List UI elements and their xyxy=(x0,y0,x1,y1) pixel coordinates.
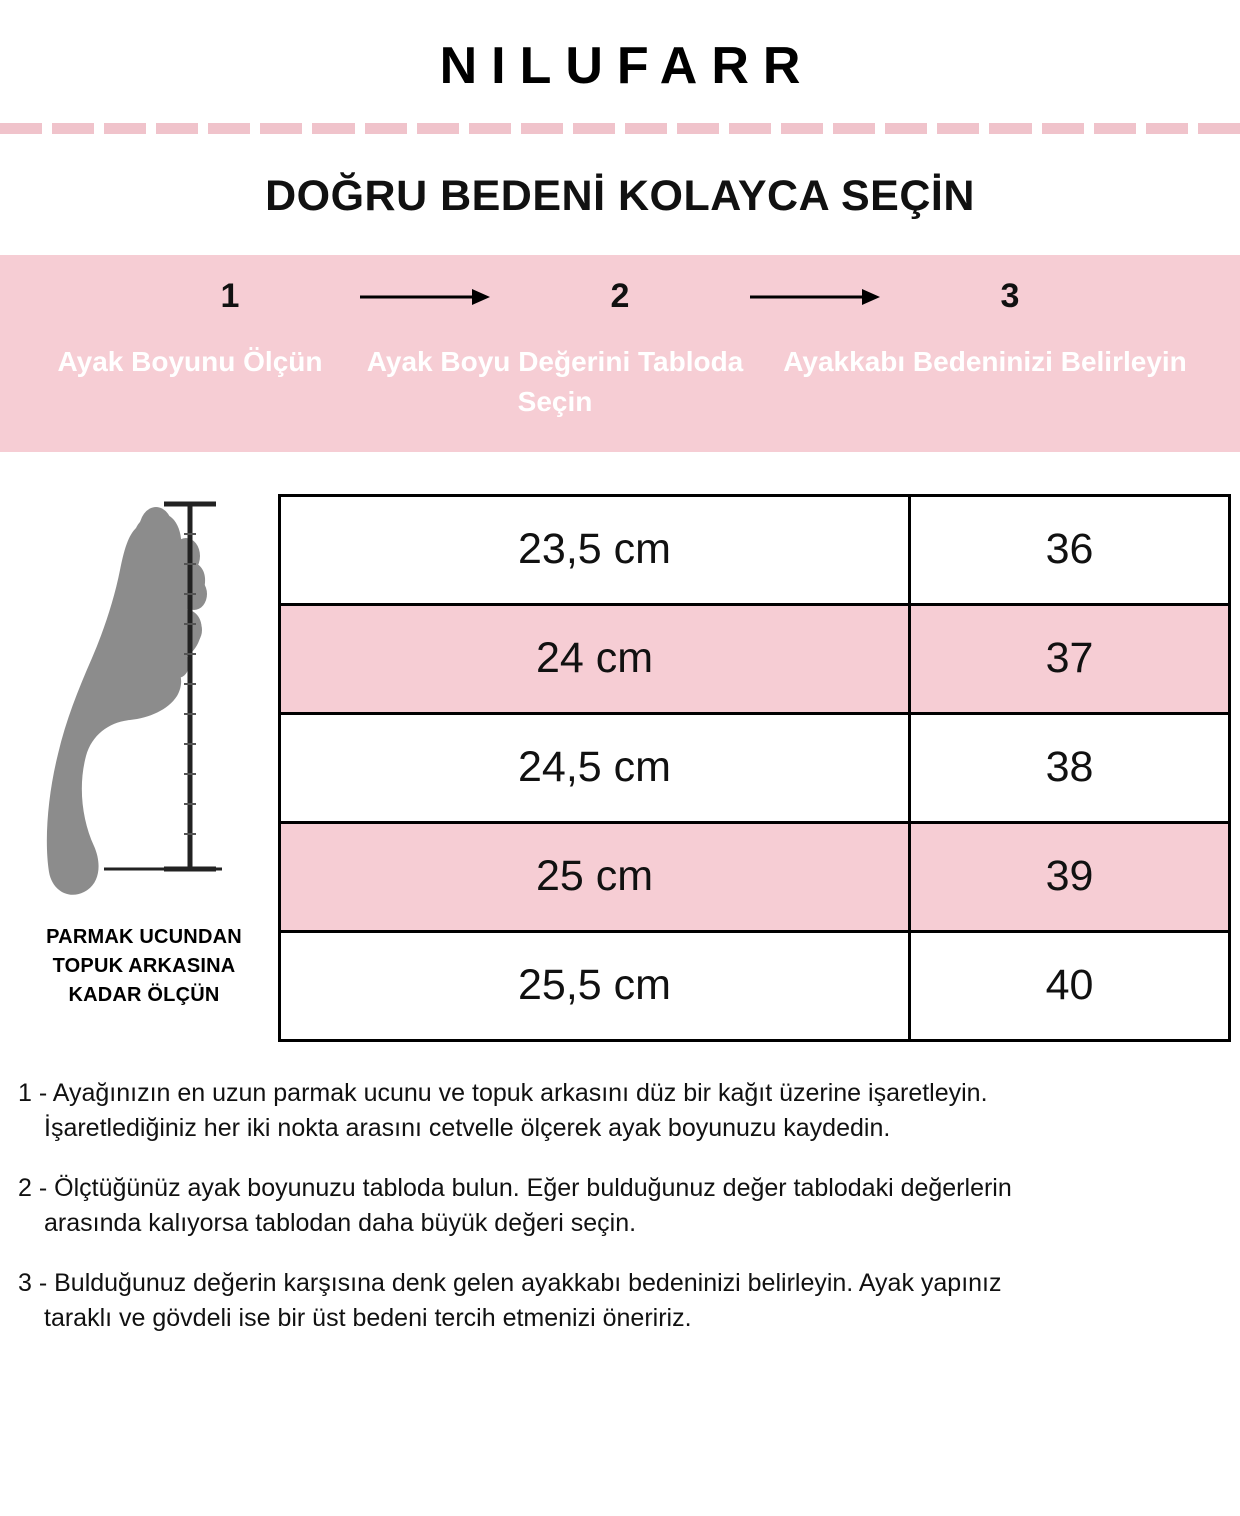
instruction-item-1 xyxy=(16,1076,1214,1147)
instruction-3-line-1: 3 - Bulduğunuz değerin karşısına denk gelen ayakkabı bedeninizi belirleyin. Ayak yapınız xyxy=(18,1268,1002,1297)
steps-band xyxy=(0,255,1240,452)
dash-segment xyxy=(156,123,198,134)
size-chart-section xyxy=(0,452,1240,1042)
arrow-right-icon xyxy=(735,286,895,308)
instruction-item-2 xyxy=(16,1171,1214,1242)
dash-segment xyxy=(1198,123,1240,134)
step-number-2: 2 xyxy=(610,277,630,315)
dash-segment xyxy=(833,123,875,134)
dash-segment xyxy=(417,123,459,134)
dash-segment xyxy=(573,123,615,134)
step-number-1: 1 xyxy=(220,277,240,315)
shoe-size-cell: 36 xyxy=(910,495,1230,604)
table-row xyxy=(280,495,1230,604)
shoe-size-cell: 38 xyxy=(910,713,1230,822)
dash-segment xyxy=(52,123,94,134)
arrow-right-icon xyxy=(345,286,505,308)
dashed-divider xyxy=(0,122,1240,134)
foot-illustration-icon xyxy=(44,494,244,909)
shoe-size-cell: 40 xyxy=(910,931,1230,1040)
instructions-section xyxy=(0,1042,1240,1337)
size-table-wrapper xyxy=(270,494,1231,1042)
table-row xyxy=(280,604,1230,713)
shoe-size-cell: 39 xyxy=(910,822,1230,931)
step-label-1: Ayak Boyunu Ölçün xyxy=(57,346,323,377)
step-number-3: 3 xyxy=(1000,277,1020,315)
dash-segment xyxy=(1146,123,1188,134)
brand-title: NILUFARR xyxy=(439,37,815,95)
size-table xyxy=(278,494,1231,1042)
dash-segment xyxy=(1042,123,1084,134)
step-label-3: Ayakkabı Bedeninizi Belirleyin xyxy=(783,346,1187,377)
dash-segment xyxy=(937,123,979,134)
dash-segment xyxy=(625,123,667,134)
dash-segment xyxy=(989,123,1031,134)
dash-segment xyxy=(677,123,719,134)
table-row xyxy=(280,713,1230,822)
table-row xyxy=(280,822,1230,931)
instruction-1-line-2: İşaretlediğiniz her iki nokta arasını cetvelle ölçerek ayak boyunuzu kaydedin. xyxy=(44,1114,891,1142)
dash-segment xyxy=(104,123,146,134)
dash-segment xyxy=(885,123,927,134)
dash-segment xyxy=(312,123,354,134)
foot-length-cell: 25,5 cm xyxy=(280,931,910,1040)
foot-measure-column xyxy=(18,494,270,1010)
dash-segment xyxy=(729,123,771,134)
steps-numbers-row xyxy=(0,277,1240,316)
dash-segment xyxy=(365,123,407,134)
foot-length-cell: 25 cm xyxy=(280,822,910,931)
page-title: DOĞRU BEDENİ KOLAYCA SEÇİN xyxy=(265,172,975,220)
instruction-1-line-1: 1 - Ayağınızın en uzun parmak ucunu ve topuk arkasını düz bir kağıt üzerine işaretleyin. xyxy=(18,1078,988,1107)
foot-length-cell: 24,5 cm xyxy=(280,713,910,822)
dash-segment xyxy=(781,123,823,134)
foot-measure-caption: PARMAK UCUNDAN TOPUK ARKASINA KADAR ÖLÇÜN xyxy=(46,925,242,1006)
table-row xyxy=(280,931,1230,1040)
instruction-item-3 xyxy=(16,1266,1214,1337)
instruction-2-line-1: 2 - Ölçtüğünüz ayak boyunuzu tabloda bulun. Eğer bulduğunuz değer tablodaki değerlerin xyxy=(18,1173,1012,1202)
dash-segment xyxy=(0,123,42,134)
shoe-size-cell: 37 xyxy=(910,604,1230,713)
steps-labels-row xyxy=(0,342,1240,422)
dash-segment xyxy=(1094,123,1136,134)
instruction-2-line-2: arasında kalıyorsa tablodan daha büyük değeri seçin. xyxy=(44,1209,637,1237)
dash-segment xyxy=(260,123,302,134)
foot-length-cell: 24 cm xyxy=(280,604,910,713)
step-label-2: Ayak Boyu Değerini Tabloda Seçin xyxy=(366,346,744,417)
dash-segment xyxy=(208,123,250,134)
dash-segment xyxy=(469,123,511,134)
foot-length-cell: 23,5 cm xyxy=(280,495,910,604)
dash-segment xyxy=(521,123,563,134)
instruction-3-line-2: taraklı ve gövdeli ise bir üst bedeni tercih etmenizi öneririz. xyxy=(44,1304,692,1332)
